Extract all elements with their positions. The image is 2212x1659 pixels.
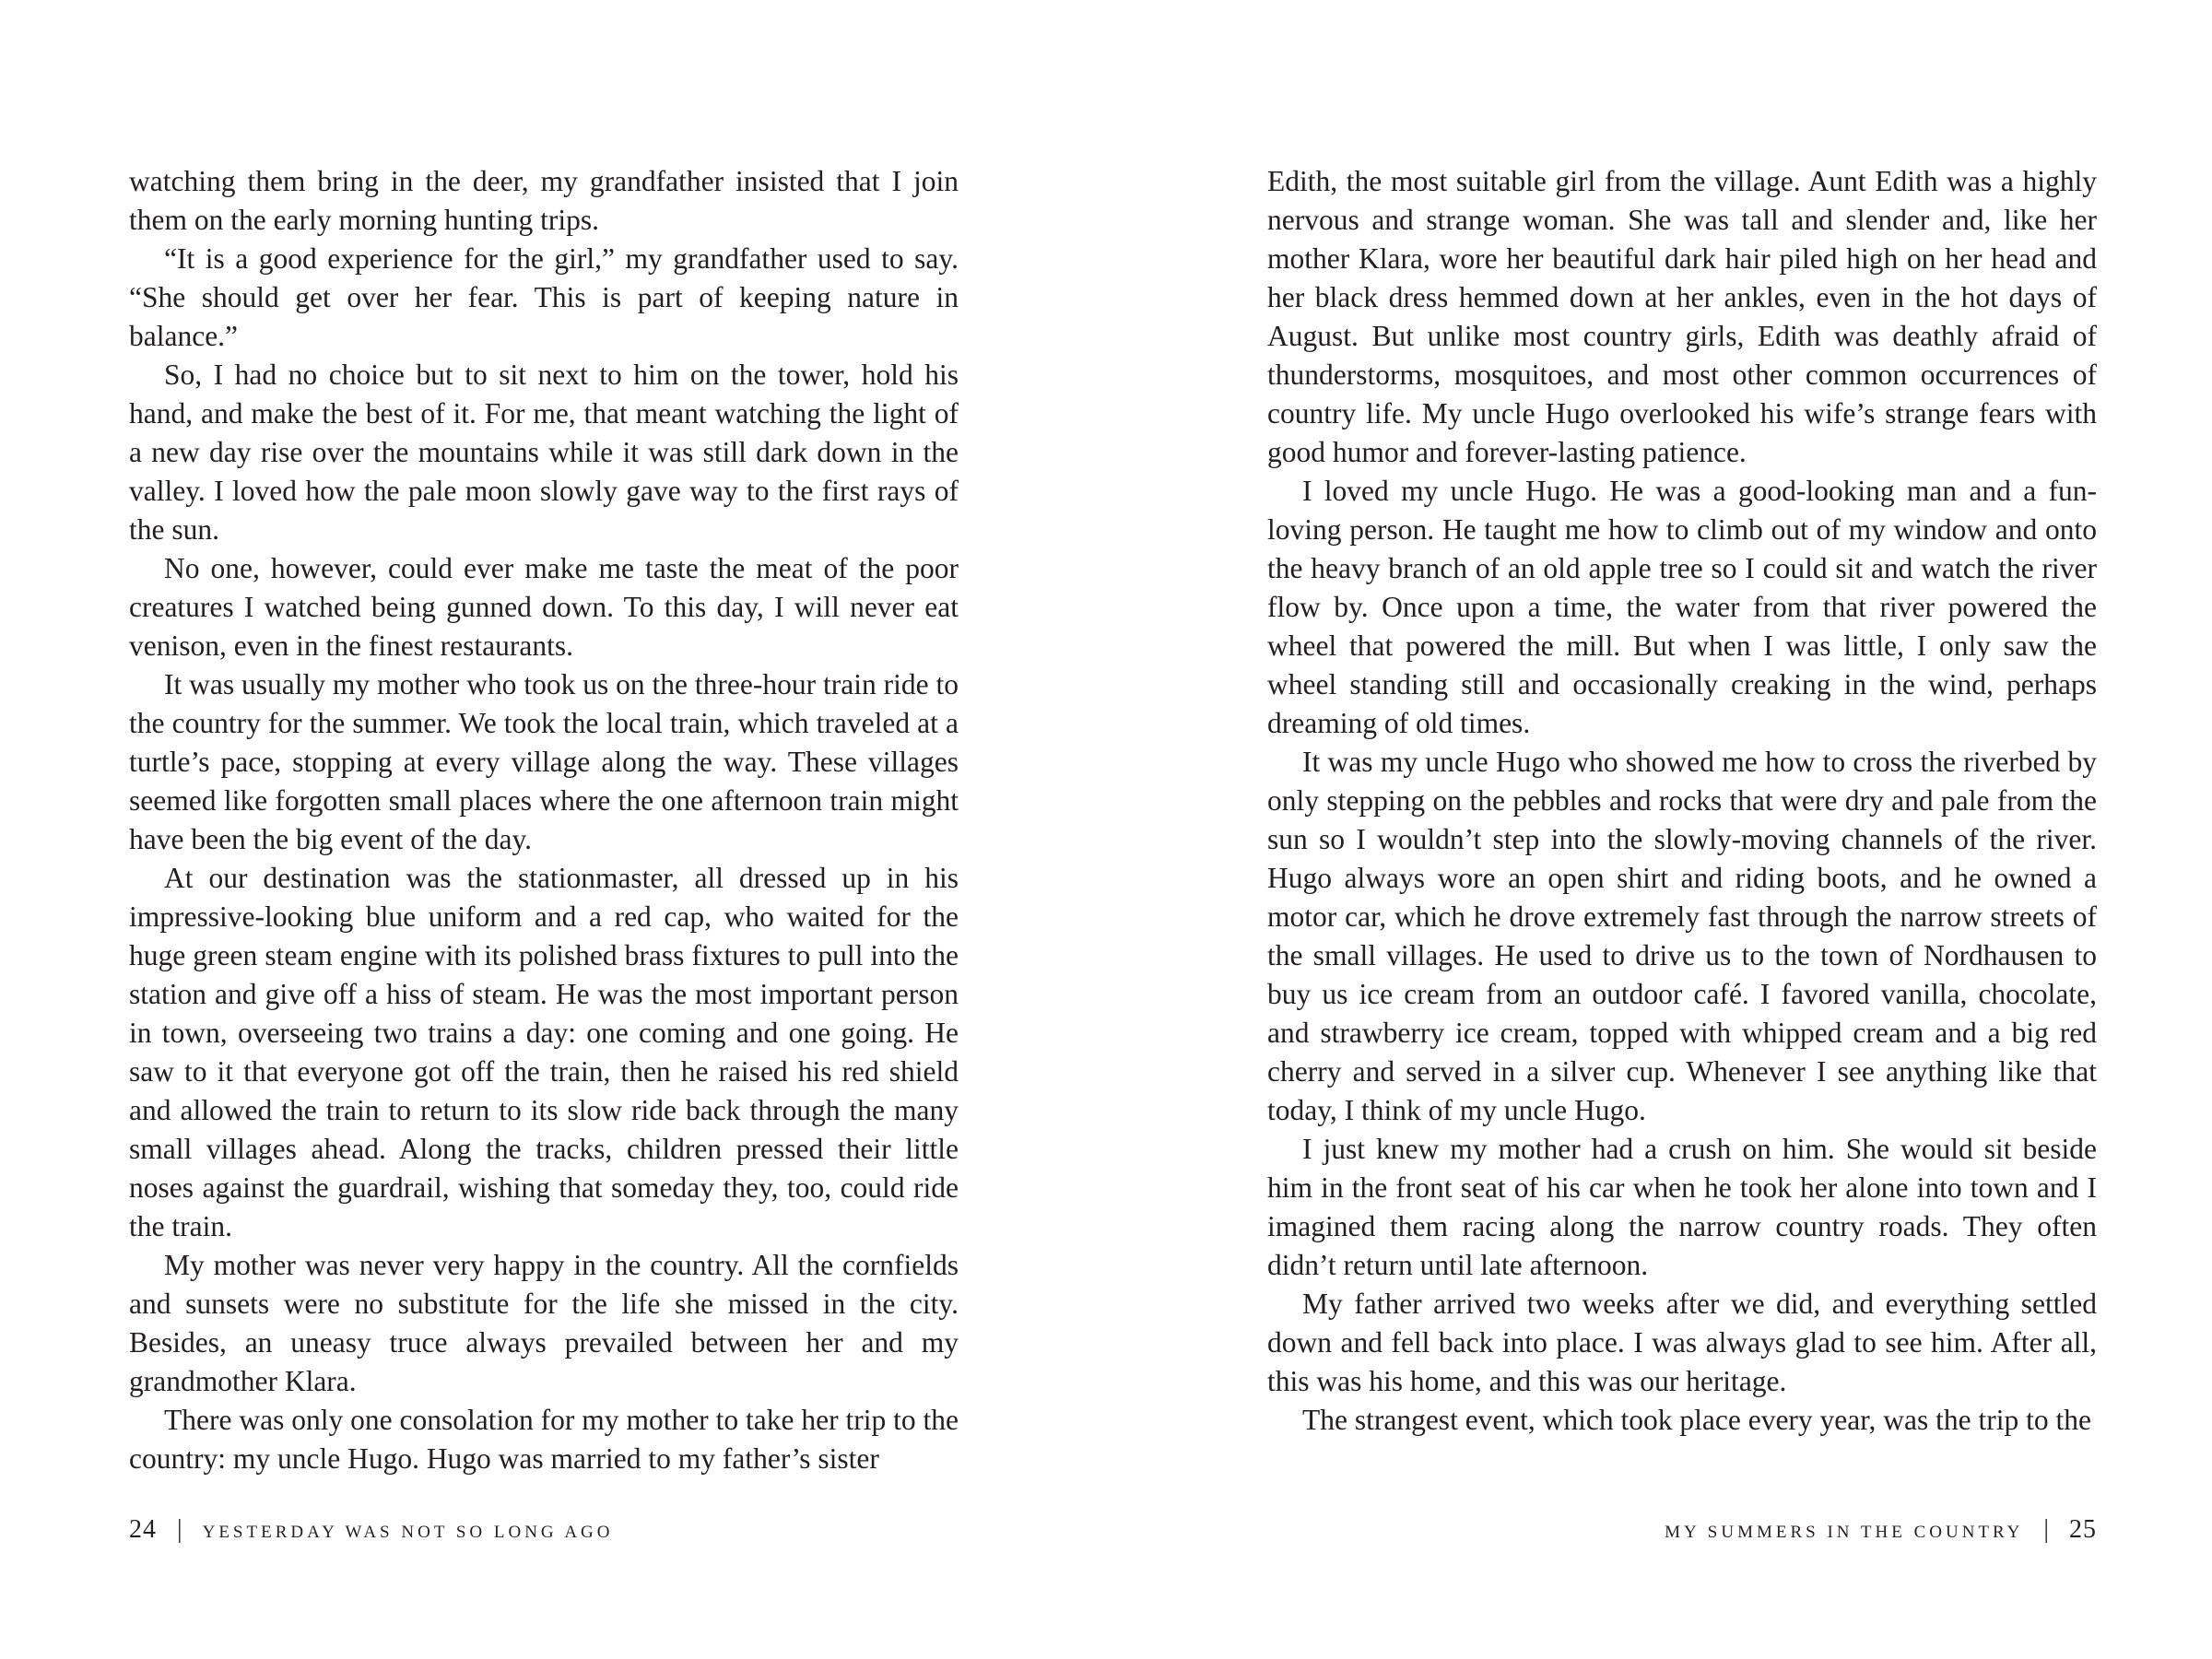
paragraph: It was my uncle Hugo who showed me how to cross the riverbed by only stepping on the pebbles and rocks that were dry and pale from the sun so I wouldn’t step into the slowly-moving channels of the river. Hugo always wore an open shirt and riding boots, and he owned a motor car, which he drove extremely fast through the narrow streets of the small villages. He used to drive us to the town of Nordhausen to buy us ice cream from an outdoor café. I favored vanilla, chocolate, and strawberry ice cream, topped with whipped cream and a big red cherry and served in a silver cup. Whenever I see anything like that today, I think of my uncle Hugo. [1267, 746, 2097, 1126]
page-number: 25 [2069, 1515, 2097, 1544]
paragraph: “It is a good experience for the girl,” my grandfather used to say. “She should get over her fear. This is part of keeping nature in balance.” [129, 242, 959, 352]
paragraph: My mother was never very happy in the country. All the cornfields and sunsets were no substitute for the life she missed in the city. Besides, an uneasy truce always prevailed between her and my grandmother Klara. [129, 1249, 959, 1397]
footer-separator: | [177, 1515, 182, 1544]
paragraph: No one, however, could ever make me taste the meat of the poor creatures I watched being gunned down. To this day, I will never eat venison, even in the finest restaurants. [129, 552, 959, 662]
left-page-body [129, 162, 959, 1478]
paragraph: There was only one consolation for my mother to take her trip to the country: my uncle Hugo. Hugo was married to my father’s sister [129, 1404, 959, 1475]
right-page-body [1267, 162, 2097, 1440]
paragraph: The strangest event, which took place every year, was the trip to the [1302, 1404, 2091, 1436]
right-page-footer [1665, 1512, 2097, 1552]
footer-separator: | [2043, 1515, 2049, 1544]
running-head: YESTERDAY WAS NOT SO LONG AGO [202, 1523, 614, 1542]
paragraph: It was usually my mother who took us on the three-hour train ride to the country for the summer. We took the local train, which traveled at a turtle’s pace, stopping at every village along the way. These villages seemed like forgotten small places where the one afternoon train might have been the big event of the day. [129, 668, 959, 855]
paragraph: At our destination was the stationmaster, all dressed up in his impressive-looking blue uniform and a red cap, who waited for the huge green steam engine with its polished brass fixtures to pull into the station and give off a hiss of steam. He was the most important person in town, overseeing two trains a day: one coming and one going. He saw to it that everyone got off the train, then he raised his red shield and allowed the train to return to its slow ride back through the many small villages ahead. Along the tracks, children pressed their little noses against the guardrail, wishing that someday they, too, could ride the train. [129, 862, 959, 1242]
paragraph: Edith, the most suitable girl from the village. Aunt Edith was a highly nervous and strange woman. She was tall and slender and, like her mother Klara, wore her beautiful dark hair piled high on her head and her black dress hemmed down at her ankles, even in the hot days of August. But unlike most country girls, Edith was deathly afraid of thunderstorms, mosquitoes, and most other common occurrences of country life. My uncle Hugo overlooked his wife’s strange fears with good humor and forever-lasting patience. [1267, 165, 2097, 468]
running-head: MY SUMMERS IN THE COUNTRY [1665, 1523, 2024, 1542]
paragraph: I just knew my mother had a crush on him. She would sit beside him in the front seat of his car when he took her alone into town and I imagined them racing along the narrow country roads. They often didn’t return until late afternoon. [1267, 1133, 2097, 1281]
paragraph: watching them bring in the deer, my grandfather insisted that I join them on the early morning hunting trips. [129, 165, 959, 236]
right-page [1106, 0, 2212, 1659]
paragraph: I loved my uncle Hugo. He was a good-looking man and a fun-loving person. He taught me how to climb out of my window and onto the heavy branch of an old apple tree so I could sit and watch the river flow by. Once upon a time, the water from that river powered the wheel that powered the mill. But when I was little, I only saw the wheel standing still and occasionally creaking in the wind, perhaps dreaming of old times. [1267, 475, 2097, 739]
paragraph: So, I had no choice but to sit next to him on the tower, hold his hand, and make the best of it. For me, that meant watching the light of a new day rise over the mountains while it was still dark down in the valley. I loved how the pale moon slowly gave way to the first rays of the sun. [129, 359, 959, 546]
page-number: 24 [129, 1515, 157, 1544]
paragraph: My father arrived two weeks after we did, and everything settled down and fell back into place. I was always glad to see him. After all, this was his home, and this was our heritage. [1267, 1288, 2097, 1397]
left-page-footer [129, 1512, 614, 1552]
